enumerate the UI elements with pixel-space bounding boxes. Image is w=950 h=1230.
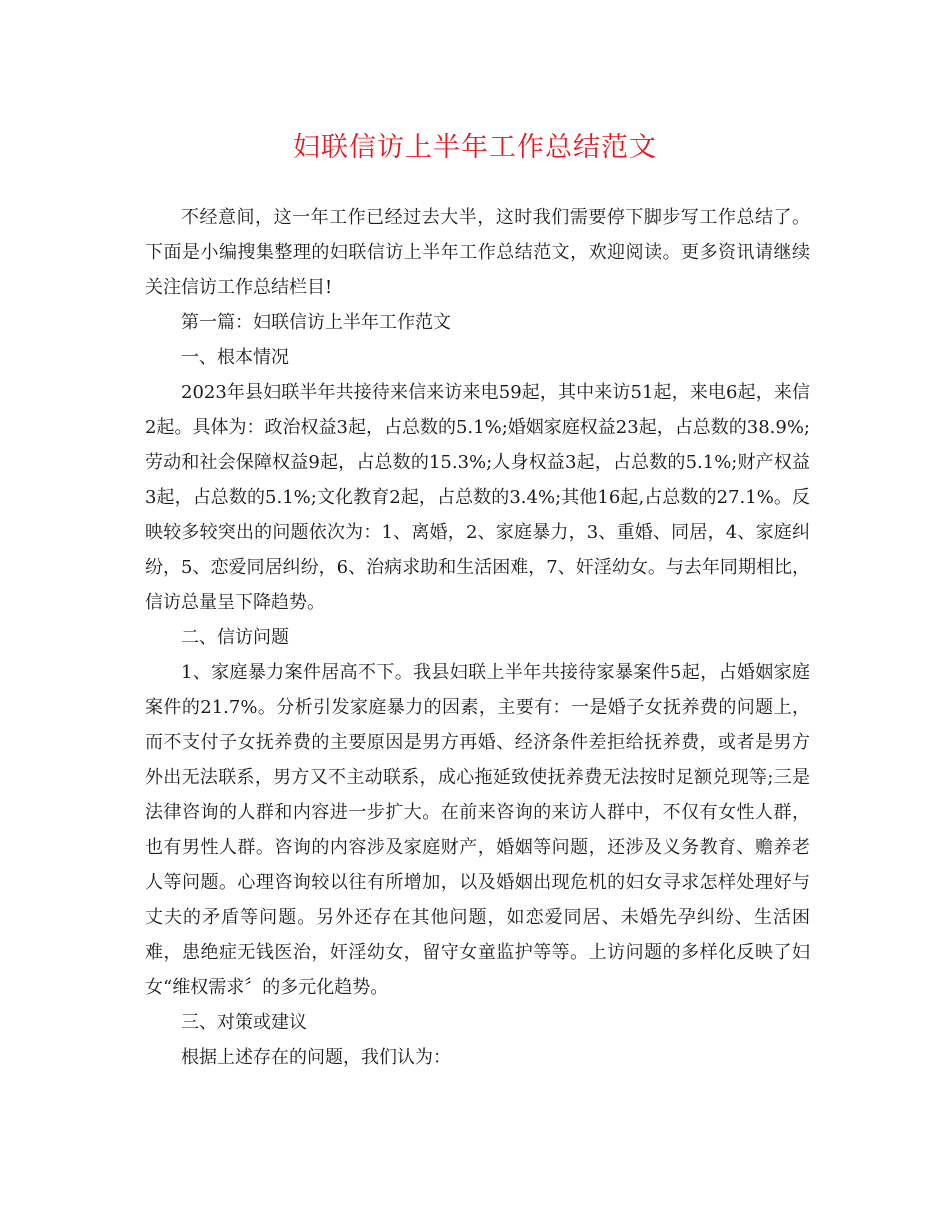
document-title: 妇联信访上半年工作总结范文 bbox=[293, 132, 657, 163]
countermeasures-intro: 根据上述存在的问题，我们认为： bbox=[181, 1047, 451, 1068]
section-heading-petition-issues: 二、信访问题 bbox=[181, 627, 289, 648]
section-heading-countermeasures: 三、对策或建议 bbox=[181, 1012, 307, 1033]
statistics-paragraph: 2023年县妇联半年共接待来信来访来电59起，其中来访51起，来电6起，来信2起。具体为：政治权益3起，占总数的5.1%;婚姻家庭权益23起，占总数的38.9%;劳动和社会保障权益9起，占总数的15.3%;人身权益3起，占总数的5.1%;财产权益3起，占总数的5.1%;文化教育2起，占总数的3.4%;其他16起,占总数的27.1%。反映较多较突出的问题依次为：1、离婚，2、家庭暴力，3、重婚、同居，4、家庭纠纷，5、恋爱同居纠纷，6、治病求助和生活困难，7、奸淫幼女。与去年同期相比，信访总量呈下降趋势。 bbox=[145, 382, 810, 613]
document-body bbox=[145, 200, 810, 1075]
intro-paragraph: 不经意间，这一年工作已经过去大半，这时我们需要停下脚步写工作总结了。下面是小编搜集整理的妇联信访上半年工作总结范文，欢迎阅读。更多资讯请继续关注信访工作总结栏目! bbox=[145, 207, 810, 298]
section-heading-part-one: 第一篇：妇联信访上半年工作范文 bbox=[181, 312, 451, 333]
section-heading-basic-situation: 一、根本情况 bbox=[181, 347, 289, 368]
issues-paragraph: 1、家庭暴力案件居高不下。我县妇联上半年共接待家暴案件5起，占婚姻家庭案件的21.7%。分析引发家庭暴力的因素，主要有：一是婚子女抚养费的问题上，而不支付子女抚养费的主要原因是男方再婚、经济条件差拒给抚养费，或者是男方外出无法联系，男方又不主动联系，成心拖延致使抚养费无法按时足额兑现等;三是法律咨询的人群和内容进一步扩大。在前来咨询的来访人群中，不仅有女性人群，也有男性人群。咨询的内容涉及家庭财产，婚姻等问题，还涉及义务教育、赡养老人等问题。心理咨询较以往有所增加，以及婚姻出现危机的妇女寻求怎样处理好与丈夫的矛盾等问题。另外还存在其他问题，如恋爱同居、未婚先孕纠纷、生活困难，患绝症无钱医治，奸淫幼女，留守女童监护等等。上访问题的多样化反映了妇女“维权需求〞的多元化趋势。 bbox=[145, 662, 810, 998]
